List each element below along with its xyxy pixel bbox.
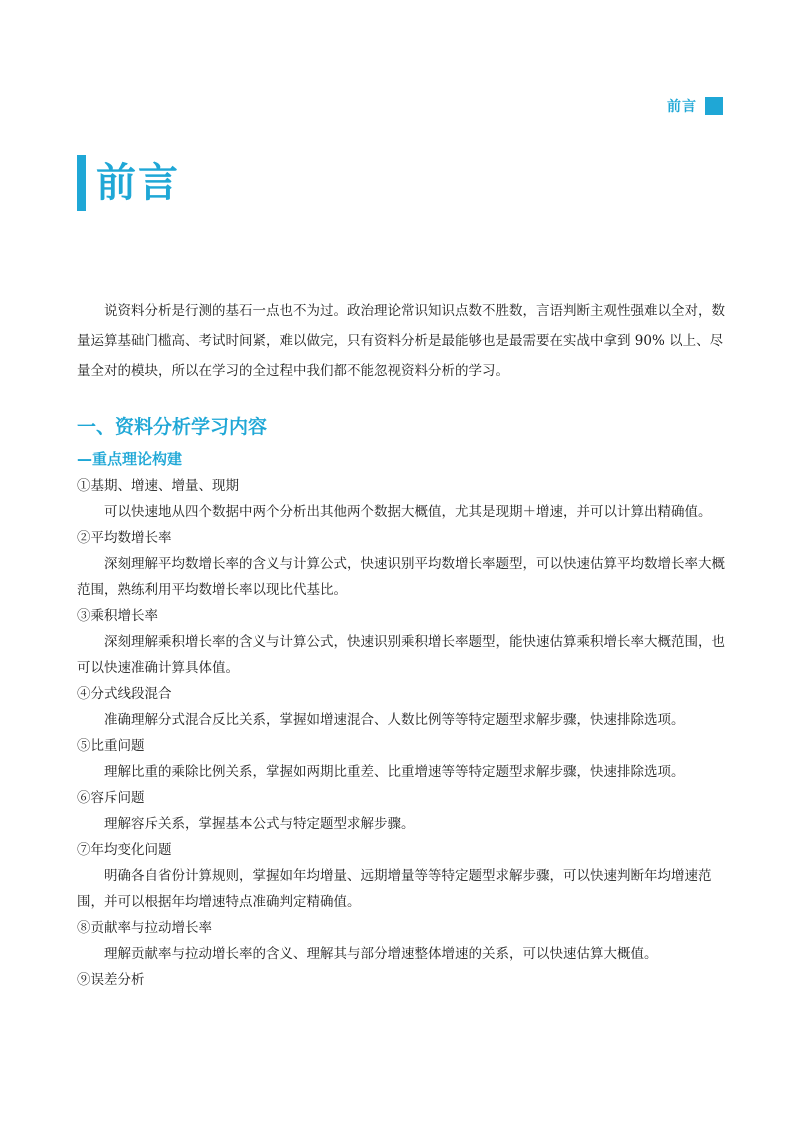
running-header-title: 前言 <box>667 99 697 115</box>
topic-description: 理解容斥关系，掌握基本公式与特定题型求解步骤。 <box>104 816 415 832</box>
topic-title: ①基期、增速、增量、现期 <box>77 478 239 494</box>
page-title: 前言 <box>96 160 180 206</box>
title-accent-bar <box>77 155 86 211</box>
topic-title: ⑥容斥问题 <box>77 790 145 806</box>
topic-description: 理解贡献率与拉动增长率的含义、理解其与部分增速整体增速的关系，可以快速估算大概值。 <box>104 946 658 962</box>
topic-title: ③乘积增长率 <box>77 608 158 624</box>
running-header <box>667 95 723 117</box>
running-header-marker <box>705 97 723 115</box>
topic-title: ⑧贡献率与拉动增长率 <box>77 920 212 936</box>
topic-title: ⑤比重问题 <box>77 738 145 754</box>
topic-description: 深刻理解平均数增长率的含义与计算公式，快速识别平均数增长率题型，可以快速估算平均数增长率大概范围，熟练利用平均数增长率以现比代基比。 <box>77 556 725 598</box>
topic-title: ④分式线段混合 <box>77 686 172 702</box>
topic-description: 准确理解分式混合反比关系，掌握如增速混合、人数比例等等特定题型求解步骤，快速排除选项。 <box>104 712 685 728</box>
topic-title: ②平均数增长率 <box>77 530 172 546</box>
page-title-block <box>77 155 180 211</box>
topic-list <box>77 473 727 993</box>
intro-paragraph: 说资料分析是行测的基石一点也不为过。政治理论常识知识点数不胜数，言语判断主观性强难以全对，数量运算基础门槛高、考试时间紧，难以做完，只有资料分析是最能够也是最需要在实战中拿到 90% 以上、尽量全对的模块，所以在学习的全过程中我们都不能忽视资料分析的学习。 <box>77 303 725 379</box>
topic-title: ⑨误差分析 <box>77 972 145 988</box>
topic-description: 理解比重的乘除比例关系，掌握如两期比重差、比重增速等等特定题型求解步骤，快速排除选项。 <box>104 764 685 780</box>
section-subheading: —重点理论构建 <box>77 450 183 468</box>
section-heading: 一、资料分析学习内容 <box>77 416 268 438</box>
topic-title: ⑦年均变化问题 <box>77 842 172 858</box>
topic-description: 可以快速地从四个数据中两个分析出其他两个数据大概值，尤其是现期＋增速，并可以计算出精确值。 <box>104 504 712 520</box>
topic-description: 深刻理解乘积增长率的含义与计算公式，快速识别乘积增长率题型，能快速估算乘积增长率大概范围，也可以快速准确计算具体值。 <box>77 634 725 676</box>
topic-description: 明确各自省份计算规则，掌握如年均增量、远期增量等等特定题型求解步骤，可以快速判断年均增速范围，并可以根据年均增速特点准确判定精确值。 <box>77 868 712 910</box>
